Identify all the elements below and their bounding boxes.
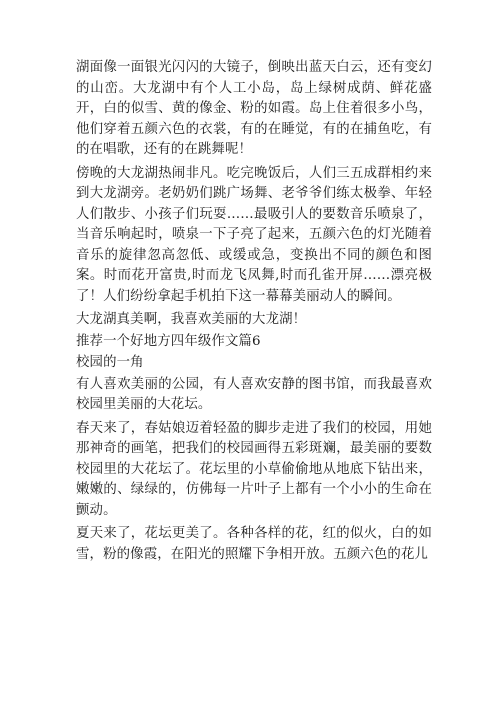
paragraph-lake-conclusion: 大龙湖真美啊，我喜欢美丽的大龙湖！ bbox=[76, 312, 307, 327]
paragraph-intro: 有人喜欢美丽的公园，有人喜欢安静的图书馆，而我最喜欢校园里美丽的大花坛。 bbox=[76, 376, 432, 412]
document-body bbox=[76, 58, 432, 568]
paragraph-summer: 夏天来了，花坛更美了。各种各样的花，红的似火，白的如雪，粉的像霞，在阳光的照耀下争相开放。五颜六色的花儿 bbox=[76, 526, 432, 562]
essay-heading: 推荐一个好地方四年级作文篇6 bbox=[76, 333, 261, 349]
paragraph-lake-surface: 湖面像一面银光闪闪的大镜子，倒映出蓝天白云，还有变幻的山峦。大龙湖中有个人工小岛，岛上绿树成荫、鲜花盛开，白的似雪、黄的像金、粉的如霞。岛上住着很多小鸟，他们穿着五颜六色的衣裳，有的在睡觉，有的在捕鱼吃，有的在唱歌，还有的在跳舞呢！ bbox=[76, 60, 432, 157]
essay-title: 校园的一角 bbox=[76, 355, 144, 370]
paragraph-spring: 春天来了，春姑娘迈着轻盈的脚步走进了我们的校园，用她那神奇的画笔，把我们的校园画得五彩斑斓，最美丽的要数校园里的大花坛了。花坛里的小草偷偷地从地底下钻出来，嫩嫩的、绿绿的，仿佛每一片叶子上都有一个小小的生命在颤动。 bbox=[76, 420, 432, 518]
paragraph-evening-lake: 傍晚的大龙湖热闹非凡。吃完晚饭后，人们三五成群相约来到大龙湖旁。老奶奶们跳广场舞、老爷爷们练太极拳、年轻人们散步、小孩子们玩耍……最吸引人的要数音乐喷泉了，当音乐响起时，喷泉一下子亮了起来，五颜六色的灯光随着音乐的旋律忽高忽低、或缓或急，变换出不同的颜色和图案。时而花开富贵,时而龙飞凤舞,时而孔雀开屏……漂亮极了！人们纷纷拿起手机拍下这一幕幕美丽动人的瞬间。 bbox=[76, 165, 432, 304]
